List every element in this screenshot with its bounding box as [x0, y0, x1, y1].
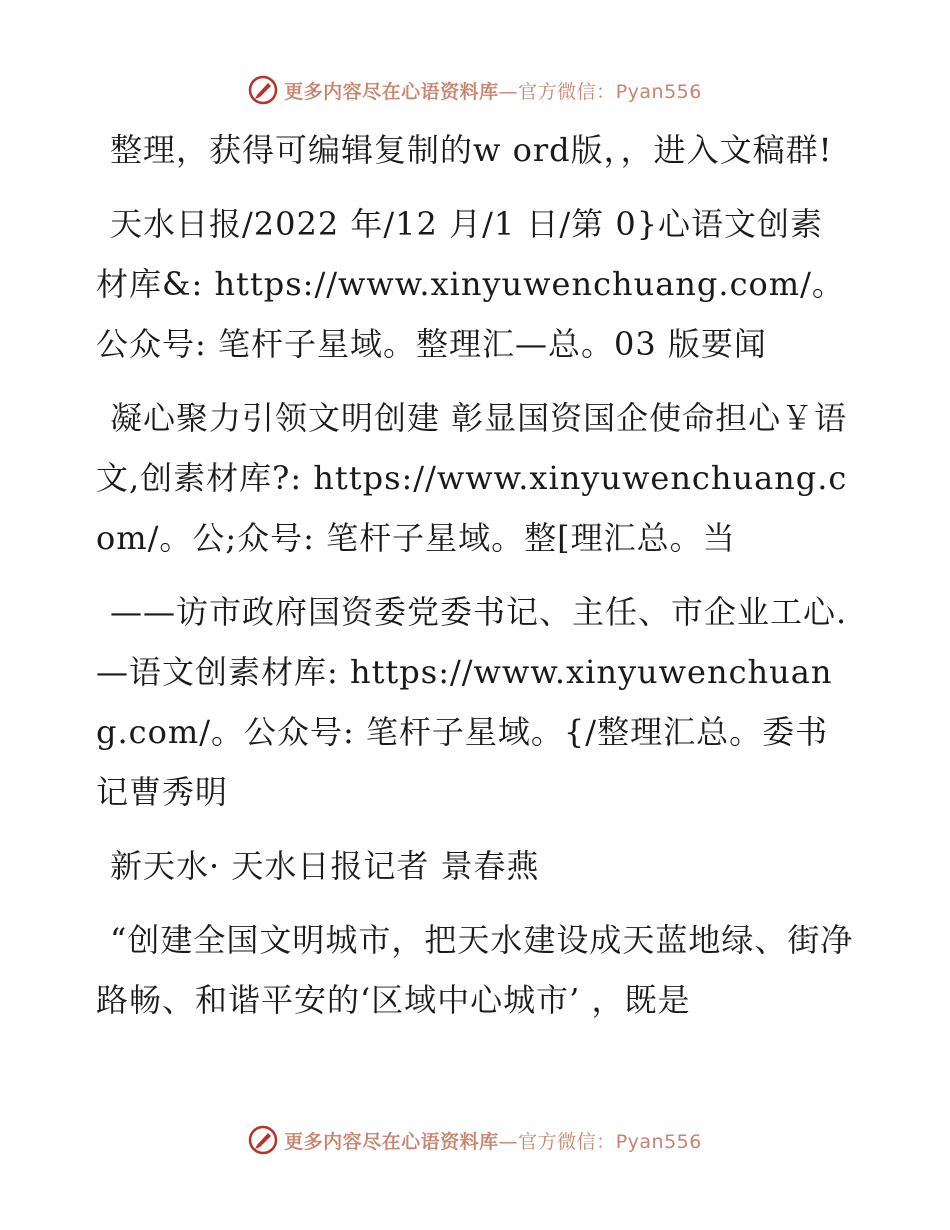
- banner-dash: —: [498, 1130, 519, 1153]
- document-body: [96, 120, 856, 1030]
- banner-text: [284, 1127, 702, 1154]
- banner-handle: Pyan556: [615, 80, 702, 103]
- banner-dash: —: [498, 80, 519, 103]
- banner-wechat-label: 官方微信：: [518, 1130, 616, 1153]
- banner-main: 更多内容尽在心语资料库: [284, 80, 499, 103]
- banner-main: 更多内容尽在心语资料库: [284, 1130, 499, 1153]
- paragraph-4: ——访市政府国资委党委书记、主任、市企业工心.—语文创素材库: https://www.xinyuwenchuang.com/。公众号: 笔杆子星域。{/整理汇总。委书记曹秀明: [96, 593, 848, 811]
- banner-handle: Pyan556: [615, 1130, 702, 1153]
- paragraph-6: “创建全国文明城市，把天水建设成天蓝地绿、街净路畅、和谐平安的‘区域中心城市’ ，既是: [96, 921, 854, 1019]
- paragraph-2: 天水日报/2022 年/12 月/1 日/第 0}心语文创素材库&: https://www.xinyuwenchuang.com/。公众号: 笔杆子星域。整理汇—总。03 版要闻: [96, 205, 845, 363]
- banner-wechat-label: 官方微信：: [518, 80, 616, 103]
- footer-banner: [0, 1120, 950, 1160]
- logo-icon: [248, 75, 278, 105]
- paragraph-5: 新天水· 天水日报记者 景春燕: [110, 847, 540, 885]
- paragraph-3: 凝心聚力引领文明创建 彰显国资国企使命担心￥语文,创素材库?: https://www.xinyuwenchuang.com/。公;众号: 笔杆子星域。整[理汇总。当: [96, 399, 848, 557]
- logo-icon: [248, 1125, 278, 1155]
- header-banner: [0, 70, 950, 110]
- banner-text: [284, 77, 702, 104]
- paragraph-1: 整理，获得可编辑复制的w ord版，，进入文稿群!: [110, 131, 833, 169]
